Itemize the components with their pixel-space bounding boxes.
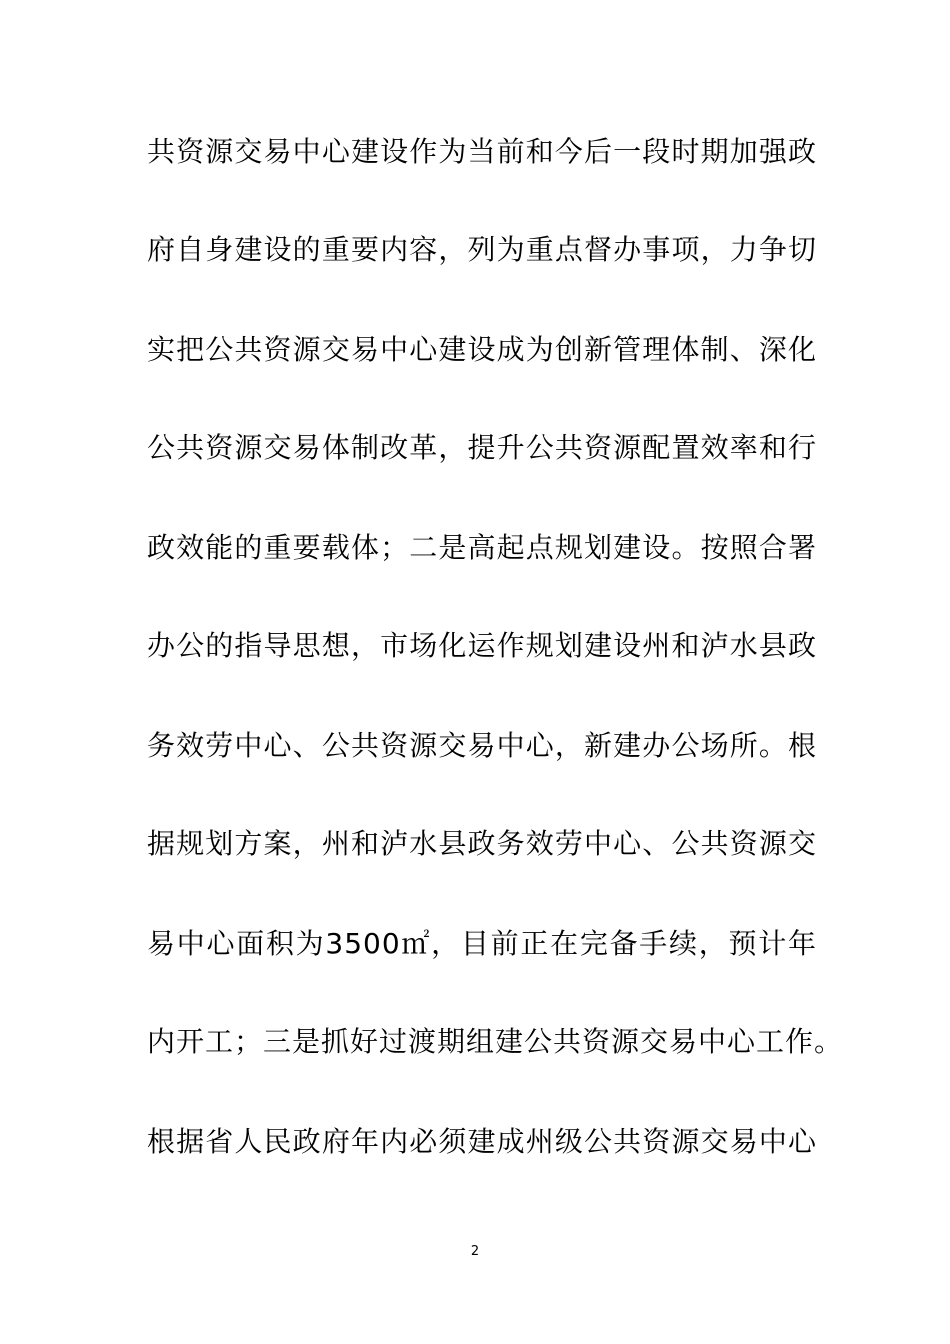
- page-number: 2: [470, 1244, 480, 1259]
- body-text-line: 共资源交易中心建设作为当前和今后一段时期加强政: [147, 135, 817, 168]
- body-text-line: 内开工；三是抓好过渡期组建公共资源交易中心工作。: [147, 1025, 844, 1058]
- body-text-line: 公共资源交易体制改革，提升公共资源配置效率和行: [147, 431, 817, 464]
- body-text-line: 办公的指导思想，市场化运作规划建设州和泸水县政: [147, 629, 817, 662]
- body-text-line: 易中心面积为3500㎡，目前正在完备手续，预计年: [147, 927, 817, 960]
- body-text-line: 务效劳中心、公共资源交易中心，新建办公场所。根: [147, 729, 817, 762]
- body-text-line: 根据省人民政府年内必须建成州级公共资源交易中心: [147, 1125, 817, 1158]
- body-text-line: 实把公共资源交易中心建设成为创新管理体制、深化: [147, 333, 817, 366]
- body-text-line: 府自身建设的重要内容，列为重点督办事项，力争切: [147, 233, 817, 266]
- body-text-line: 据规划方案，州和泸水县政务效劳中心、公共资源交: [147, 827, 817, 860]
- body-text-line: 政效能的重要载体；二是高起点规划建设。按照合署: [147, 531, 817, 564]
